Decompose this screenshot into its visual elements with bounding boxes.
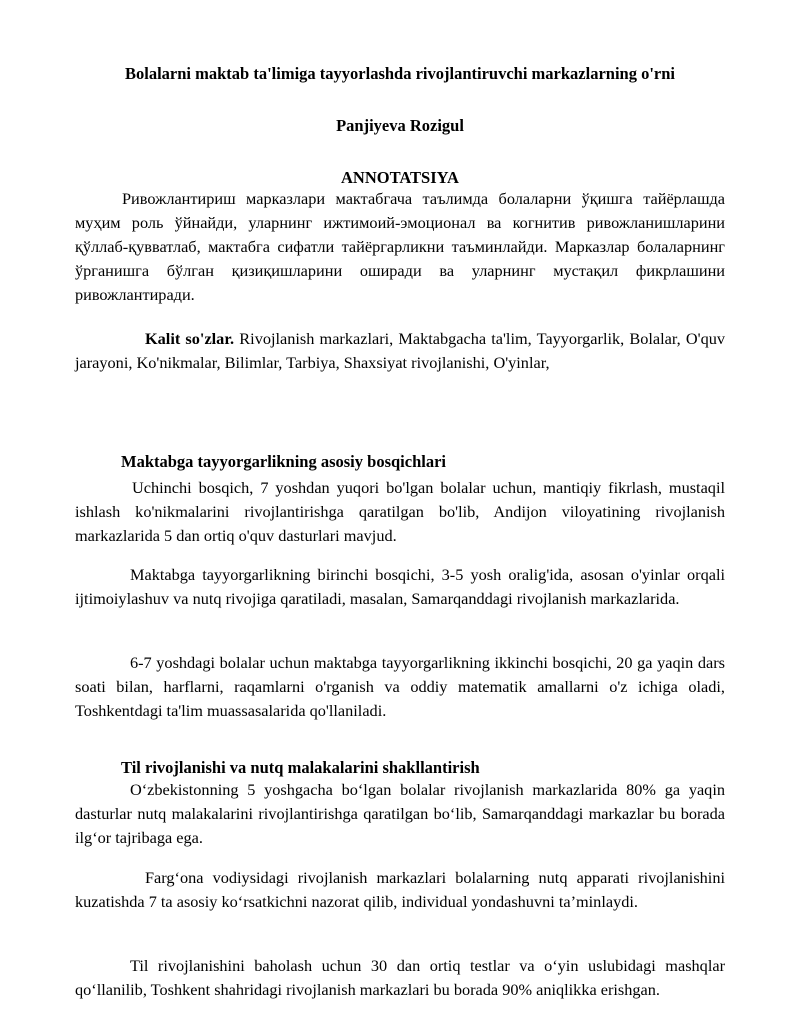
section-paragraph: O‘zbekistonning 5 yoshgacha bo‘lgan bolalar rivojlanish markazlarida 80% ga yaqin dasturlar nutq malakalarini rivojlantirishga qaratilgan bo‘lib, Samarqanddagi markazlar bu borada ilg‘or tajribaga ega. (75, 780, 725, 847)
keywords-label: Kalit so'zlar. (145, 329, 235, 348)
section-paragraph: Maktabga tayyorgarlikning birinchi bosqichi, 3-5 yosh oralig'ida, asosan o'yinlar orqali ijtimoiylashuv va nutq rivojiga qaratiladi, masalan, Samarqanddagi rivojlanish markazlarida. (75, 565, 725, 608)
author-name: Panjiyeva Rozigul (336, 116, 464, 135)
section-heading: Maktabga tayyorgarlikning asosiy bosqichlari (121, 452, 446, 471)
section-paragraph: 6-7 yoshdagi bolalar uchun maktabga tayyorgarlikning ikkinchi bosqichi, 20 ga yaqin dars soati bilan, harflarni, raqamlarni o'rganish va oddiy matematik amallarni o'z ichiga oladi, Toshkentdagi ta'lim muassasalarida qo'llaniladi. (75, 653, 725, 720)
annotation-text: Ривожлантириш марказлари мактабгача таълимда болаларни ўқишга тайёрлашда муҳим роль ўйнайди, уларнинг ижтимоий-эмоционал ва когнитив ривожланишларини қўллаб-қувватлаб, мактабга сифатли тайёргарликни таъминлайди. Марказлар болаларнинг ўрганишга бўлган қизиқишларини оширади ва уларнинг мустақил фикрлашини ривожлантиради. (75, 189, 725, 304)
document-title: Bolalarni maktab ta'limiga tayyorlashda rivojlantiruvchi markazlarning o'rni (124, 64, 675, 83)
keywords-paragraph (75, 327, 725, 375)
section-paragraph: Uchinchi bosqich, 7 yoshdan yuqori bo'lgan bolalar uchun, mantiqiy fikrlash, mustaqil ishlash ko'nikmalarini rivojlantirishga qaratilgan bo'lib, Andijon viloyatining rivojlanish markazlarida 5 dan ortiq o'quv dasturlari mavjud. (75, 478, 725, 545)
section-heading: Til rivojlanishi va nutq malakalarini shakllantirish (121, 758, 480, 777)
section-paragraph: Farg‘ona vodiysidagi rivojlanish markazlari bolalarning nutq apparati rivojlanishini kuzatishda 7 ta asosiy ko‘rsatkichni nazorat qilib, individual yondashuvni ta’minlaydi. (75, 868, 725, 911)
keywords-text: Rivojlanish markazlari, Maktabgacha ta'lim, Tayyorgarlik, Bolalar, O'quv jarayoni, Ko'nikmalar, Bilimlar, Tarbiya, Shaxsiyat rivojlanishi, O'yinlar, (75, 329, 725, 372)
section-paragraph: Til rivojlanishini baholash uchun 30 dan ortiq testlar va o‘yin uslubidagi mashqlar qo‘llanilib, Toshkent shahridagi rivojlanish markazlari bu borada 90% aniqlikka erishgan. (75, 956, 725, 999)
annotation-heading: ANNOTATSIYA (341, 168, 459, 187)
